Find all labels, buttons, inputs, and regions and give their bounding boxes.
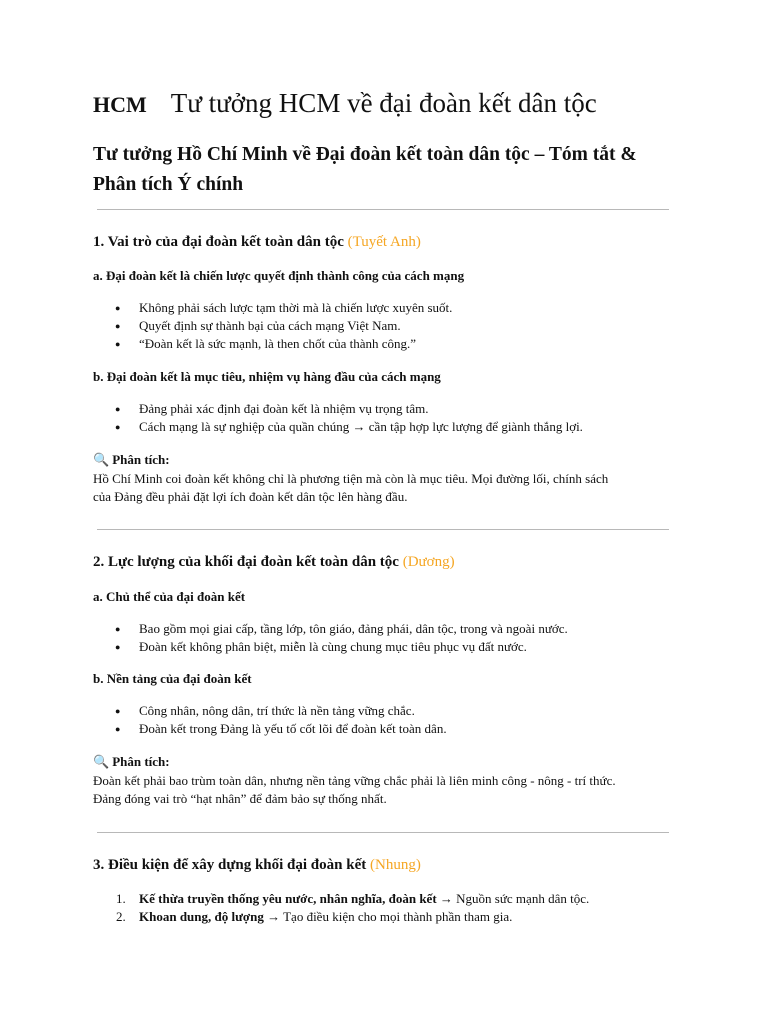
list-item: ● Công nhân, nông dân, trí thức là nền tảng vững chắc. xyxy=(93,702,447,720)
section-heading-text: 2. Lực lượng của khối đại đoàn kết toàn dân tộc xyxy=(93,554,399,570)
numbered-list xyxy=(93,890,589,926)
document-header xyxy=(93,88,597,119)
subtitle-line-2: Phân tích Ý chính xyxy=(93,174,244,195)
bullet-list xyxy=(93,299,452,353)
list-item: ● Cách mạng là sự nghiệp của quần chúng → cần tập hợp lực lượng để giành thắng lợi. xyxy=(93,418,583,436)
list-item: ● Đoàn kết không phân biệt, miễn là cùng chung mục tiêu phục vụ đất nước. xyxy=(93,638,568,656)
subsection-2b-heading: b. Nền tảng của đại đoàn kết xyxy=(93,671,252,686)
item-text: → Nguồn sức mạnh dân tộc. xyxy=(436,891,590,906)
analysis-label: Phân tích: xyxy=(112,754,170,769)
bullet-list xyxy=(93,620,568,656)
section-author: (Nhung) xyxy=(370,857,421,873)
section-author: (Dương) xyxy=(402,554,455,570)
item-text: → Tạo điều kiện cho mọi thành phần tham gia. xyxy=(263,909,513,924)
analysis-block xyxy=(93,451,703,506)
section-3-heading xyxy=(93,857,421,874)
section-2-heading xyxy=(93,554,455,571)
section-1-heading xyxy=(93,234,421,251)
subtitle-line-1: Tư tưởng Hồ Chí Minh về Đại đoàn kết toàn dân tộc – Tóm tắt & xyxy=(93,144,637,165)
subsection-1a-heading: a. Đại đoàn kết là chiến lược quyết định thành công của cách mạng xyxy=(93,268,465,283)
item-bold-text: Kế thừa truyền thống yêu nước, nhân nghĩa, đoàn kết xyxy=(139,891,437,906)
analysis-text: của Đảng đều phải đặt lợi ích đoàn kết dân tộc lên hàng đầu. xyxy=(93,489,408,504)
document-subtitle xyxy=(93,140,693,200)
list-item: ● Đoàn kết trong Đảng là yếu tố cốt lõi để đoàn kết toàn dân. xyxy=(93,720,447,738)
item-number: 2. xyxy=(116,909,126,924)
divider xyxy=(97,209,669,210)
list-item: ● Đảng phải xác định đại đoàn kết là nhiệm vụ trọng tâm. xyxy=(93,400,583,418)
list-item xyxy=(93,890,589,908)
magnifier-icon: 🔍 xyxy=(93,755,110,770)
section-author: (Tuyết Anh) xyxy=(347,234,421,250)
course-code: HCM xyxy=(93,92,147,117)
analysis-text: Hồ Chí Minh coi đoàn kết không chỉ là phương tiện mà còn là mục tiêu. Mọi đường lối, chính sách xyxy=(93,471,609,486)
analysis-block xyxy=(93,753,703,808)
item-bold-text: Khoan dung, độ lượng xyxy=(139,909,264,924)
item-number: 1. xyxy=(116,891,126,906)
list-item: ● Quyết định sự thành bại của cách mạng Việt Nam. xyxy=(93,317,452,335)
bullet-list xyxy=(93,400,583,436)
page-title: Tư tưởng HCM về đại đoàn kết dân tộc xyxy=(170,88,597,118)
list-item: ● “Đoàn kết là sức mạnh, là then chốt của thành công.” xyxy=(93,335,452,353)
bullet-list xyxy=(93,702,447,738)
analysis-text: Đảng đóng vai trò “hạt nhân” để đảm bảo sự thống nhất. xyxy=(93,791,387,806)
subsection-2a-heading: a. Chủ thể của đại đoàn kết xyxy=(93,589,246,604)
analysis-text: Đoàn kết phải bao trùm toàn dân, nhưng nền tảng vững chắc phải là liên minh công - nông - trí thức. xyxy=(93,773,616,788)
section-heading-text: 1. Vai trò của đại đoàn kết toàn dân tộc xyxy=(93,234,344,250)
list-item: ● Không phải sách lược tạm thời mà là chiến lược xuyên suốt. xyxy=(93,299,452,317)
list-item xyxy=(93,908,589,926)
subsection-1b-heading: b. Đại đoàn kết là mục tiêu, nhiệm vụ hàng đầu của cách mạng xyxy=(93,369,441,384)
list-item: ● Bao gồm mọi giai cấp, tầng lớp, tôn giáo, đảng phái, dân tộc, trong và ngoài nước. xyxy=(93,620,568,638)
section-heading-text: 3. Điều kiện để xây dựng khối đại đoàn kết xyxy=(93,857,367,873)
magnifier-icon: 🔍 xyxy=(93,453,110,468)
divider xyxy=(97,832,669,833)
divider xyxy=(97,529,669,530)
analysis-label: Phân tích: xyxy=(112,452,170,467)
